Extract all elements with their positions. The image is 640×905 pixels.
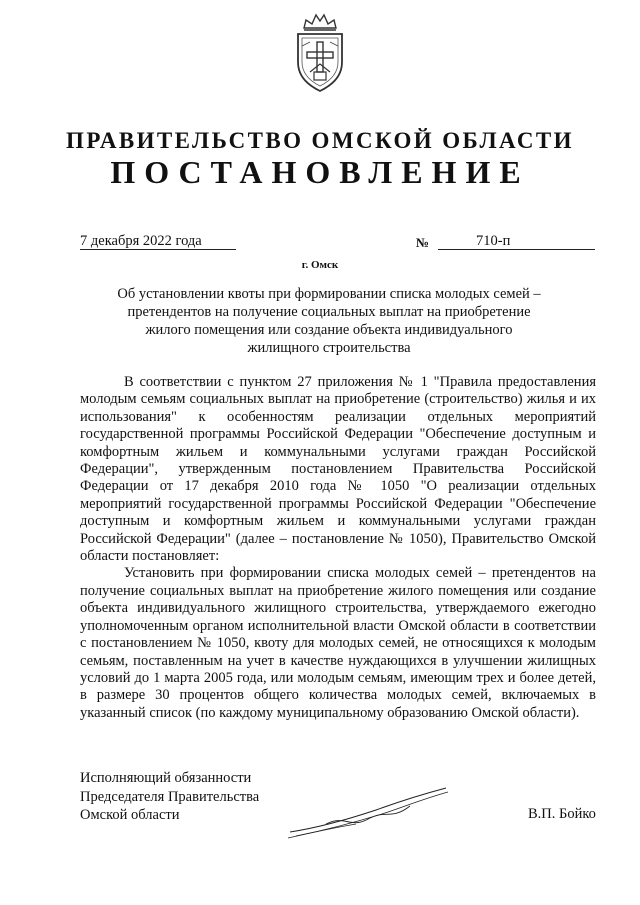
signatory-line-3: Омской области bbox=[80, 807, 180, 823]
document-number: 710-п bbox=[438, 233, 595, 250]
document-subject: Об установлении квоты при формировании списка молодых семей – претендентов на получение социальных выплат на приобретение жилого помещения или создание объекта индивидуального жилищного строительства bbox=[117, 286, 541, 356]
number-sign: № bbox=[416, 235, 430, 250]
signatory-line-2: Председателя Правительства bbox=[80, 788, 260, 805]
document-type-title: ПОСТАНОВЛЕНИЕ bbox=[110, 154, 530, 190]
signatory-line-1: Исполняющий обязанности bbox=[80, 770, 252, 786]
coat-of-arms-emblem bbox=[290, 12, 350, 94]
signatory-name: В.П. Бойко bbox=[528, 806, 596, 822]
body-paragraph-1: В соответствии с пунктом 27 приложения № 1 "Правила предоставления молодым семьям социальных выплат на приобретение (строительство) жилья и их использования" к особенностям реализации отдельных мероприятий государственной программы Российской Федерации "Обеспечение доступным и комфортным жильем и коммунальными услугами граждан Российской Федерации", утвержденным постановлением Правительства Российской Федерации от 17 декабря 2010 года № 1050 "О реализации отдельных мероприятий государственной программы Российской Федерации "Обеспечение доступным и комфортным жильем и коммунальными услугами граждан Российской Федерации" (далее – постановление № 1050), Правительство Омской области постановляет: bbox=[80, 374, 596, 565]
signatory-position bbox=[80, 769, 259, 825]
document-date: 7 декабря 2022 года bbox=[80, 233, 236, 250]
body-paragraph-2: Установить при формировании списка молодых семей – претендентов на получение социальных выплат на приобретение жилого помещения или создание объекта индивидуального жилищного строительства, утверждаемого ежегодно уполномоченным органом исполнительной власти Омской области в соответствии с постановлением № 1050, квоту для молодых семей, не относящихся к молодым семьям, поставленным на учет в качестве нуждающихся в улучшении жилищных условий до 1 марта 2005 года, или молодым семьям, имеющим трех и более детей, в размере 30 процентов общего количества молодых семей, включаемых в указанный список (по каждому муниципальному образованию Омской области). bbox=[80, 565, 596, 721]
handwritten-signature bbox=[286, 784, 452, 840]
document-body bbox=[80, 374, 596, 722]
document-city: г. Омск bbox=[301, 259, 339, 271]
government-title: ПРАВИТЕЛЬСТВО ОМСКОЙ ОБЛАСТИ bbox=[66, 128, 574, 153]
